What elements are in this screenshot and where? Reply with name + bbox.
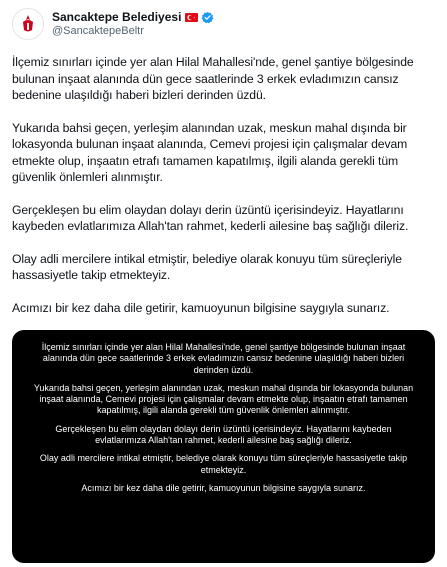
turkey-flag-icon: [185, 13, 198, 22]
tweet-paragraph: Olay adli mercilere intikal etmiştir, belediye olarak konuyu tüm süreçleriyle hassasiyetle takip etmekteyiz.: [12, 251, 402, 282]
tweet-paragraph: Yukarıda bahsi geçen, yerleşim alanından uzak, meskun mahal dışında bir lokasyonda bulunan inşaat alanında, Cemevi projesi için çalışmalar devam etmekte olup, inşaatın etrafı tamamen kapatılmış, ilgili alanda gerekli tüm güvenlik önlemleri alınmıştır.: [12, 120, 408, 184]
statement-paragraph: İlçemiz sınırları içinde yer alan Hilal Mahallesi'nde, genel şantiye bölgesinde bulunan inşaat alanında dün gece saatlerinde 3 erkek evladımızın cansız bedenine ulaşıldığı haberi bizleri derinden üzdü.: [41, 342, 406, 375]
statement-paragraph: Acımızı bir kez daha dile getirir, kamuoyunun bilgisine saygıyla sunarız.: [81, 482, 366, 493]
tweet-text: [12, 54, 435, 316]
tweet-paragraph: Acımızı bir kez daha dile getirir, kamuoyunun bilgisine saygıyla sunarız.: [12, 300, 390, 315]
verified-badge-icon: [201, 11, 214, 24]
avatar[interactable]: [12, 8, 44, 40]
name-row: [52, 10, 214, 24]
tweet-header: [12, 8, 435, 40]
display-name[interactable]: Sancaktepe Belediyesi: [52, 10, 182, 24]
account-names: [52, 10, 214, 38]
tweet-paragraph: Gerçekleşen bu elim olaydan dolayı derin üzüntü içerisindeyiz. Hayatlarını kaybeden evlatlarımıza Allah'tan rahmet, kederli ailesine baş sağlığı dileriz.: [12, 202, 409, 233]
account-handle[interactable]: @SancaktepeBeltr: [52, 25, 144, 37]
tweet-paragraph: İlçemiz sınırları içinde yer alan Hilal Mahallesi'nde, genel şantiye bölgesinde bulunan inşaat alanında dün gece saatlerinde 3 erkek evladımızın cansız bedenine ulaşıldığı haberi bizleri derinden üzdü.: [12, 55, 414, 102]
statement-paragraph: Yukarıda bahsi geçen, yerleşim alanından uzak, meskun mahal dışında bir lokasyonda bulunan inşaat alanında, Cemevi projesi için çalışmalar devam etmekte olup, inşaatın etrafı tamamen kapatılmış, ilgili alanda gerekli tüm güvenlik önlemleri alınmıştır.: [33, 382, 414, 416]
statement-image[interactable]: [12, 330, 435, 563]
municipality-logo-icon: [17, 13, 39, 35]
statement-paragraph: Gerçekleşen bu elim olaydan dolayı derin üzüntü içerisindeyiz. Hayatlarını kaybeden evlatlarımıza Allah'tan rahmet, kederli ailesine baş sağlığı dileriz.: [55, 423, 392, 446]
statement-paragraph: Olay adli mercilere intikal etmiştir, belediye olarak konuyu tüm süreçleriyle hassasiyetle takip etmekteyiz.: [39, 453, 408, 475]
